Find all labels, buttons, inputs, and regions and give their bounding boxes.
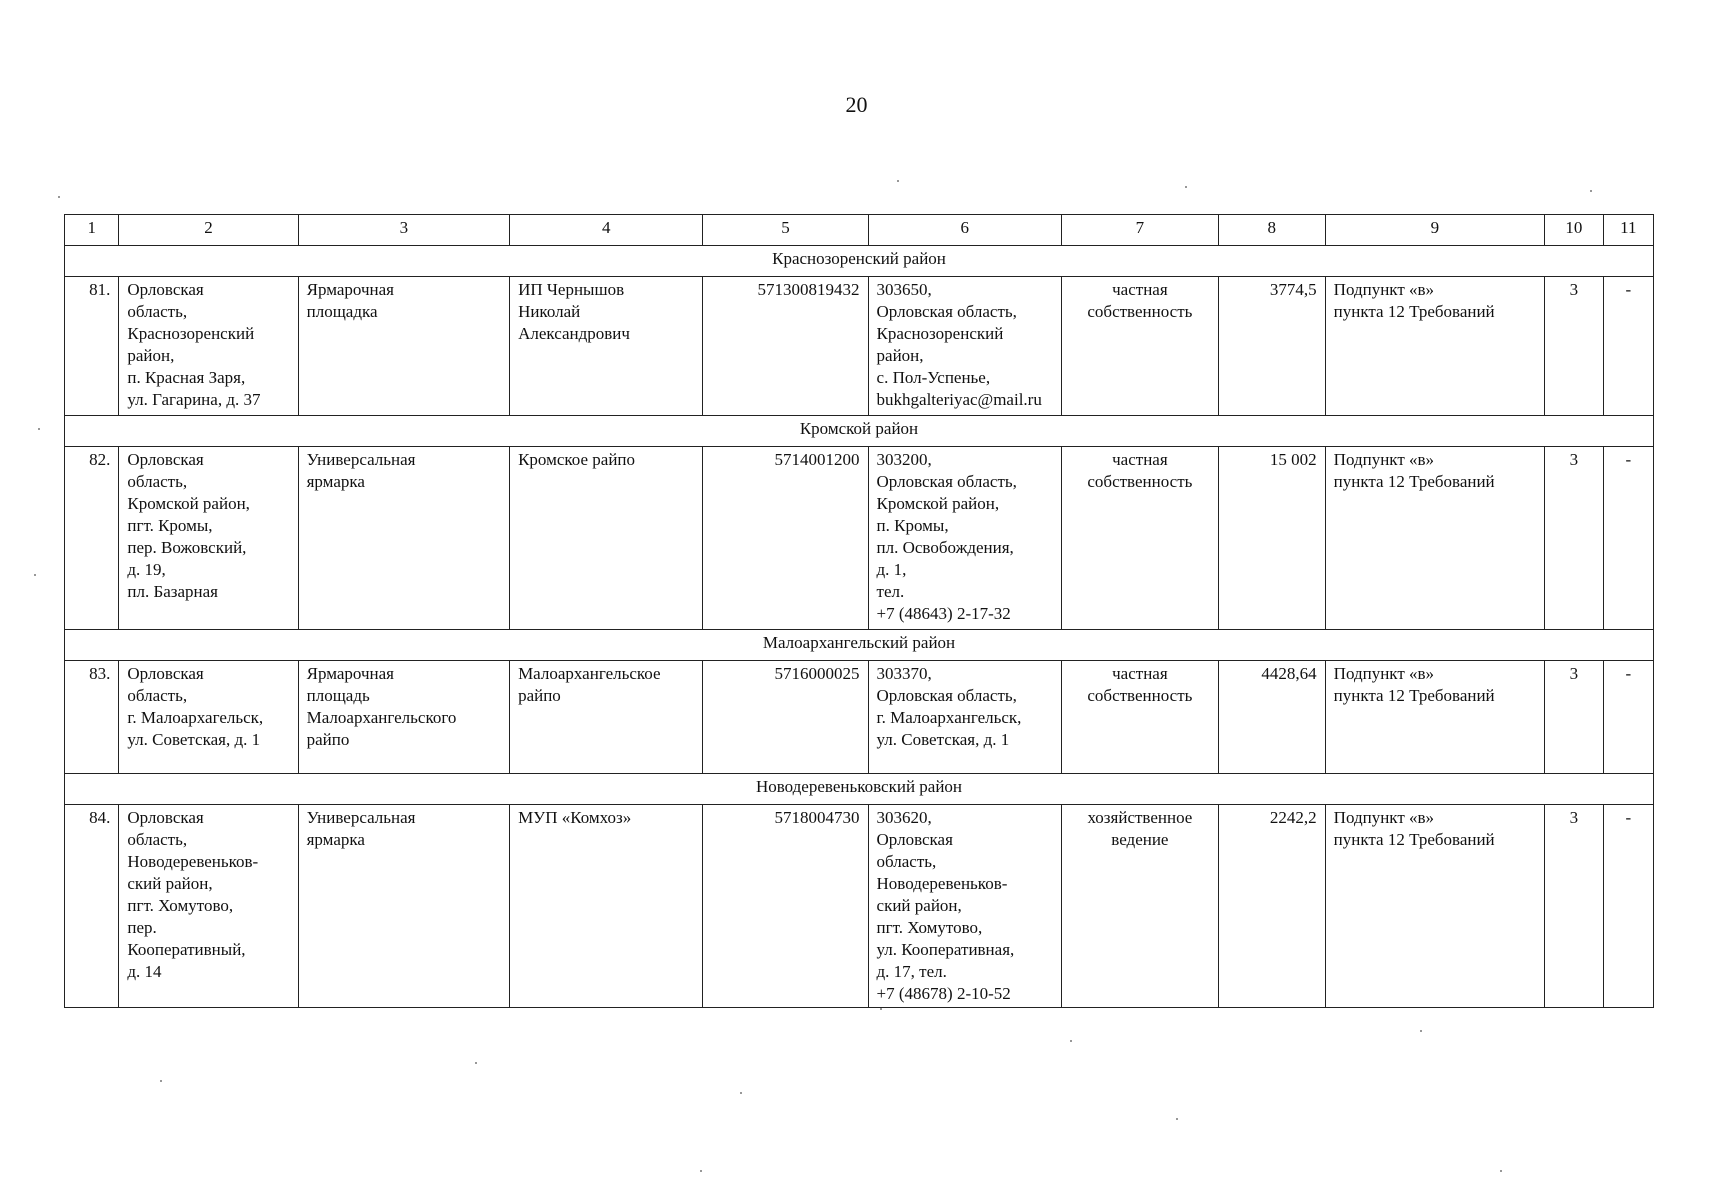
fair-type-cell: Ярмарочная площадка	[298, 277, 509, 416]
location-cell: Орловская область, г. Малоархагельск, ул. Советская, д. 1	[119, 661, 298, 774]
column-11-cell: -	[1603, 447, 1653, 630]
basis-cell: Подпункт «в» пункта 12 Требований	[1325, 661, 1545, 774]
column-number: 4	[510, 215, 703, 246]
basis-cell: Подпункт «в» пункта 12 Требований	[1325, 447, 1545, 630]
inn-cell: 5716000025	[703, 661, 868, 774]
district-name: Кромской район	[65, 416, 1654, 447]
column-number: 3	[298, 215, 509, 246]
area-cell: 3774,5	[1218, 277, 1325, 416]
location-cell: Орловская область, Краснозоренский район, п. Красная Заря, ул. Гагарина, д. 37	[119, 277, 298, 416]
scan-speck	[38, 428, 40, 430]
column-number: 8	[1218, 215, 1325, 246]
row-number: 84.	[65, 805, 119, 1008]
fair-type-cell: Ярмарочная площадь Малоархангельского райпо	[298, 661, 509, 774]
column-number: 10	[1545, 215, 1603, 246]
table-row	[65, 805, 1654, 1008]
area-cell: 4428,64	[1218, 661, 1325, 774]
scan-speck	[1420, 1030, 1422, 1032]
inn-cell: 5714001200	[703, 447, 868, 630]
district-header-row	[65, 774, 1654, 805]
fair-type-cell: Универсальная ярмарка	[298, 805, 509, 1008]
district-header-row	[65, 246, 1654, 277]
row-number: 82.	[65, 447, 119, 630]
organizer-cell: Малоархангельское райпо	[510, 661, 703, 774]
basis-cell: Подпункт «в» пункта 12 Требований	[1325, 277, 1545, 416]
organizer-cell: ИП Чернышов Николай Александрович	[510, 277, 703, 416]
scan-speck	[1176, 1118, 1178, 1120]
address-cell: 303650, Орловская область, Краснозоренский район, с. Пол-Успенье, bukhgalteriyac@mail.ru	[868, 277, 1061, 416]
inn-cell: 5718004730	[703, 805, 868, 1008]
column-10-cell: 3	[1545, 661, 1603, 774]
ownership-cell: частная собственность	[1061, 447, 1218, 630]
fair-type-cell: Универсальная ярмарка	[298, 447, 509, 630]
area-cell: 2242,2	[1218, 805, 1325, 1008]
district-name: Новодеревеньковский район	[65, 774, 1654, 805]
district-name: Малоархангельский район	[65, 630, 1654, 661]
scan-speck	[1500, 1170, 1502, 1172]
column-number: 6	[868, 215, 1061, 246]
basis-cell: Подпункт «в» пункта 12 Требований	[1325, 805, 1545, 1008]
row-number: 81.	[65, 277, 119, 416]
area-cell: 15 002	[1218, 447, 1325, 630]
column-number: 5	[703, 215, 868, 246]
fair-register-table	[64, 214, 1654, 1008]
scan-speck	[897, 180, 899, 182]
organizer-cell: МУП «Комхоз»	[510, 805, 703, 1008]
scan-speck	[475, 1062, 477, 1064]
column-10-cell: 3	[1545, 805, 1603, 1008]
location-cell: Орловская область, Новодеревеньков- ский район, пгт. Хомутово, пер. Кооперативный, д. 14	[119, 805, 298, 1008]
scan-speck	[1590, 190, 1592, 192]
scan-speck	[700, 1170, 702, 1172]
column-11-cell: -	[1603, 277, 1653, 416]
column-number: 9	[1325, 215, 1545, 246]
ownership-cell: частная собственность	[1061, 661, 1218, 774]
scan-speck	[1185, 186, 1187, 188]
column-10-cell: 3	[1545, 447, 1603, 630]
table-row	[65, 447, 1654, 630]
scan-speck	[880, 1008, 882, 1010]
page-number: 20	[845, 92, 868, 117]
address-cell: 303620, Орловская область, Новодеревеньков- ский район, пгт. Хомутово, ул. Кооперативная, д. 17, тел. +7 (48678) 2-10-52	[868, 805, 1061, 1008]
address-cell: 303370, Орловская область, г. Малоархангельск, ул. Советская, д. 1	[868, 661, 1061, 774]
column-number-row	[65, 215, 1654, 246]
address-cell: 303200, Орловская область, Кромской район, п. Кромы, пл. Освобождения, д. 1, тел. +7 (48643) 2-17-32	[868, 447, 1061, 630]
scan-speck	[160, 1080, 162, 1082]
column-number: 1	[65, 215, 119, 246]
organizer-cell: Кромское райпо	[510, 447, 703, 630]
location-cell: Орловская область, Кромской район, пгт. Кромы, пер. Вожовский, д. 19, пл. Базарная	[119, 447, 298, 630]
column-11-cell: -	[1603, 805, 1653, 1008]
scan-speck	[58, 196, 60, 198]
ownership-cell: частная собственность	[1061, 277, 1218, 416]
ownership-cell: хозяйственное ведение	[1061, 805, 1218, 1008]
district-header-row	[65, 416, 1654, 447]
row-number: 83.	[65, 661, 119, 774]
table-row	[65, 661, 1654, 774]
table-row	[65, 277, 1654, 416]
column-11-cell: -	[1603, 661, 1653, 774]
scan-speck	[34, 574, 36, 576]
column-number: 2	[119, 215, 298, 246]
district-name: Краснозоренский район	[65, 246, 1654, 277]
scan-speck	[740, 1092, 742, 1094]
district-header-row	[65, 630, 1654, 661]
column-number: 11	[1603, 215, 1653, 246]
scan-speck	[1070, 1040, 1072, 1042]
column-number: 7	[1061, 215, 1218, 246]
inn-cell: 571300819432	[703, 277, 868, 416]
column-10-cell: 3	[1545, 277, 1603, 416]
